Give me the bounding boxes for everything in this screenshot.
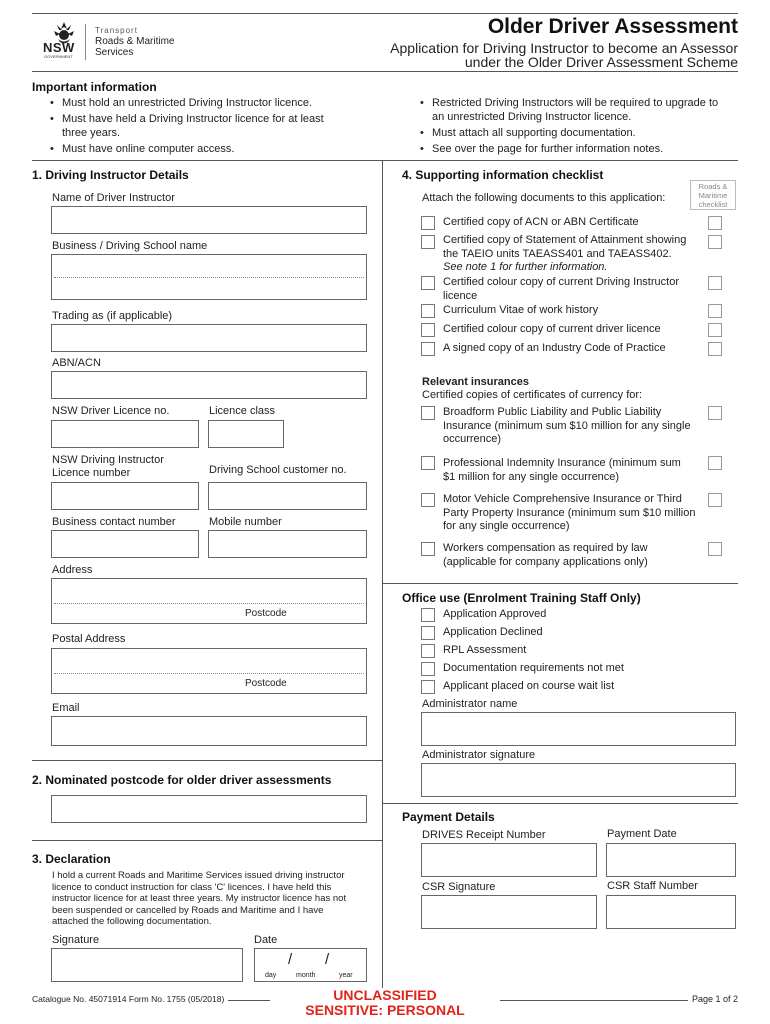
- office-checkbox[interactable]: [421, 680, 435, 694]
- section2-heading: 2. Nominated postcode for older driver assessments: [32, 773, 332, 787]
- office-option: Applicant placed on course wait list: [443, 680, 615, 692]
- checklist-item: Certified copy of Statement of Attainment showing the TAEIO units TAEASS401 and TAEASS402. See note 1 for further information.: [443, 234, 687, 273]
- important-list-left: [50, 96, 350, 158]
- page-subtitle-2: under the Older Driver Assessment Scheme: [464, 54, 738, 70]
- nsw-government-text: GOVERNMENT: [44, 54, 73, 59]
- mobile-label: Mobile number: [209, 516, 282, 528]
- office-checkbox[interactable]: [421, 662, 435, 676]
- address-label: Address: [52, 564, 93, 576]
- customer-no-label: Driving School customer no.: [209, 464, 347, 476]
- nsw-logo-text: NSW: [43, 40, 75, 55]
- rms-line2: Services: [95, 47, 134, 58]
- email-label: Email: [52, 702, 80, 714]
- office-option: Application Approved: [443, 608, 547, 620]
- insurance-sub: Certified copies of certificates of currency for:: [422, 389, 643, 401]
- business-input[interactable]: [51, 254, 367, 300]
- email-input[interactable]: [51, 716, 367, 746]
- checklist-item: Certified colour copy of current driver licence: [443, 323, 661, 335]
- admin-sig-input[interactable]: [421, 763, 736, 797]
- section-rule: [32, 160, 738, 161]
- admin-sig-label: Administrator signature: [422, 749, 536, 761]
- receipt-label: DRIVES Receipt Number: [422, 829, 546, 841]
- postal-input[interactable]: [51, 648, 367, 694]
- postcode-input[interactable]: [51, 795, 367, 823]
- office-checkbox[interactable]: [421, 626, 435, 640]
- instructor-licence-label: NSW Driving Instructor: [52, 454, 164, 466]
- important-heading: Important information: [32, 80, 157, 94]
- checklist-checkbox[interactable]: [421, 235, 435, 249]
- rms-checkbox[interactable]: [708, 406, 722, 420]
- csr-no-input[interactable]: [606, 895, 736, 929]
- classification-label: UNCLASSIFIED SENSITIVE: PERSONAL: [270, 988, 500, 1018]
- office-option: Application Declined: [443, 626, 543, 638]
- month-caption: month: [296, 972, 316, 979]
- rms-checkbox[interactable]: [708, 276, 722, 290]
- csr-no-label: CSR Staff Number: [607, 880, 698, 892]
- licence-class-input[interactable]: [208, 420, 284, 448]
- instructor-licence-input[interactable]: [51, 482, 199, 510]
- insurance-checkbox[interactable]: [421, 406, 435, 420]
- mobile-input[interactable]: [208, 530, 367, 558]
- checklist-checkbox[interactable]: [421, 304, 435, 318]
- payment-date-label: Payment Date: [607, 828, 677, 840]
- section4-heading: 4. Supporting information checklist: [402, 168, 604, 182]
- declaration-text: I hold a current Roads and Maritime Services issued driving instructor licence to conduct instruction for class 'C' licences. I have held this instructor licence for at least three years. My instructor licence has not been suspended or cancelled by Roads and Maritime and I have attached the following documentation.: [52, 870, 347, 927]
- rms-checkbox[interactable]: [708, 304, 722, 318]
- logo-divider: [85, 24, 86, 60]
- important-item: • Must hold an unrestricted Driving Instructor licence.: [50, 96, 350, 110]
- section-rule: [32, 760, 382, 761]
- business-contact-input[interactable]: [51, 530, 199, 558]
- postal-label: Postal Address: [52, 633, 126, 645]
- rms-checkbox[interactable]: [708, 342, 722, 356]
- instructor-licence-label-2: Licence number: [52, 467, 131, 479]
- transport-label: Transport: [95, 26, 138, 35]
- address-input[interactable]: [51, 578, 367, 624]
- office-option: Documentation requirements not met: [443, 662, 624, 674]
- header-rule: [32, 71, 738, 72]
- insurance-item: Professional Indemnity Insurance (minimum sum $1 million for any single occurrence): [443, 457, 681, 483]
- signature-input[interactable]: [51, 948, 243, 982]
- rms-line1: Roads & Maritime: [95, 36, 175, 47]
- trading-label: Trading as (if applicable): [52, 310, 173, 322]
- trading-input[interactable]: [51, 324, 367, 352]
- office-heading: Office use (Enrolment Training Staff Only): [402, 591, 641, 605]
- section-rule: [382, 803, 738, 804]
- checklist-checkbox[interactable]: [421, 323, 435, 337]
- section3-heading: 3. Declaration: [32, 852, 111, 866]
- section1-heading: 1. Driving Instructor Details: [32, 168, 189, 182]
- customer-no-input[interactable]: [208, 482, 367, 510]
- date-label: Date: [254, 934, 278, 946]
- day-caption: day: [265, 972, 277, 979]
- checklist-checkbox[interactable]: [421, 342, 435, 356]
- abn-label: ABN/ACN: [52, 357, 101, 369]
- office-checkbox[interactable]: [421, 644, 435, 658]
- attach-label: Attach the following documents to this application:: [422, 192, 666, 204]
- checklist-checkbox[interactable]: [421, 216, 435, 230]
- rms-checkbox[interactable]: [708, 493, 722, 507]
- office-checkbox[interactable]: [421, 608, 435, 622]
- important-list-right: [420, 96, 730, 158]
- date-slash: /: [325, 951, 330, 968]
- rms-checkbox[interactable]: [708, 323, 722, 337]
- rms-checkbox[interactable]: [708, 542, 722, 556]
- insurance-checkbox[interactable]: [421, 493, 435, 507]
- licence-class-label: Licence class: [209, 405, 276, 417]
- signature-label: Signature: [52, 934, 100, 946]
- licence-no-label: NSW Driver Licence no.: [52, 405, 170, 417]
- rms-checklist-header: Roads & Maritime checklist: [690, 180, 736, 210]
- rms-checkbox[interactable]: [708, 456, 722, 470]
- licence-no-input[interactable]: [51, 420, 199, 448]
- column-divider: [382, 160, 383, 1000]
- name-label: Name of Driver Instructor: [52, 192, 175, 204]
- important-item: • Restricted Driving Instructors will be required to upgrade to an unrestricted Driving Instructor licence.: [420, 96, 730, 124]
- insurance-item: Workers compensation as required by law (applicable for company applications only): [443, 542, 648, 568]
- checklist-checkbox[interactable]: [421, 276, 435, 290]
- admin-name-input[interactable]: [421, 712, 736, 746]
- name-input[interactable]: [51, 206, 367, 234]
- checklist-item: Certified copy of ACN or ABN Certificate: [443, 216, 639, 228]
- checklist-item: A signed copy of an Industry Code of Practice: [443, 342, 666, 354]
- csr-sig-label: CSR Signature: [422, 881, 496, 893]
- business-contact-label: Business contact number: [52, 516, 176, 528]
- checklist-item: Certified colour copy of current Driving Instructor licence: [443, 276, 679, 302]
- year-caption: year: [339, 972, 353, 979]
- payment-heading: Payment Details: [402, 810, 495, 824]
- receipt-input[interactable]: [421, 843, 597, 877]
- postcode-label-2: Postcode: [245, 678, 287, 689]
- rms-checkbox[interactable]: [708, 235, 722, 249]
- office-option: RPL Assessment: [443, 644, 527, 656]
- page-number: Page 1 of 2: [688, 994, 738, 1004]
- top-rule: [32, 13, 738, 14]
- page-subtitle-1: Application for Driving Instructor to become an Assessor: [390, 40, 738, 56]
- insurance-item: Broadform Public Liability and Public Liability Insurance (minimum sum $10 million for any single occurrence): [443, 406, 691, 445]
- section-rule: [32, 840, 382, 841]
- catalogue-text: Catalogue No. 45071914 Form No. 1755 (05/2018): [32, 994, 228, 1004]
- postcode-label: Postcode: [245, 608, 287, 619]
- rms-checkbox[interactable]: [708, 216, 722, 230]
- admin-name-label: Administrator name: [422, 698, 518, 710]
- insurance-checkbox[interactable]: [421, 456, 435, 470]
- date-input[interactable]: [254, 948, 367, 982]
- abn-input[interactable]: [51, 371, 367, 399]
- date-slash: /: [288, 951, 293, 968]
- important-item: • Must have online computer access.: [50, 142, 350, 156]
- checklist-item: Curriculum Vitae of work history: [443, 304, 599, 316]
- page-title: Older Driver Assessment: [487, 15, 738, 38]
- business-label: Business / Driving School name: [52, 240, 208, 252]
- important-item: • See over the page for further information notes.: [420, 142, 730, 156]
- checklist-note: See note 1 for further information.: [443, 261, 608, 273]
- csr-sig-input[interactable]: [421, 895, 597, 929]
- payment-date-input[interactable]: [606, 843, 736, 877]
- insurance-item: Motor Vehicle Comprehensive Insurance or Third Party Property Insurance (minimum sum $10 million for any single occurrence): [443, 493, 696, 532]
- insurance-heading: Relevant insurances: [422, 376, 529, 388]
- important-item: • Must have held a Driving Instructor licence for at least three years.: [50, 112, 350, 140]
- insurance-checkbox[interactable]: [421, 542, 435, 556]
- section-rule: [382, 583, 738, 584]
- important-item: • Must attach all supporting documentation.: [420, 126, 730, 140]
